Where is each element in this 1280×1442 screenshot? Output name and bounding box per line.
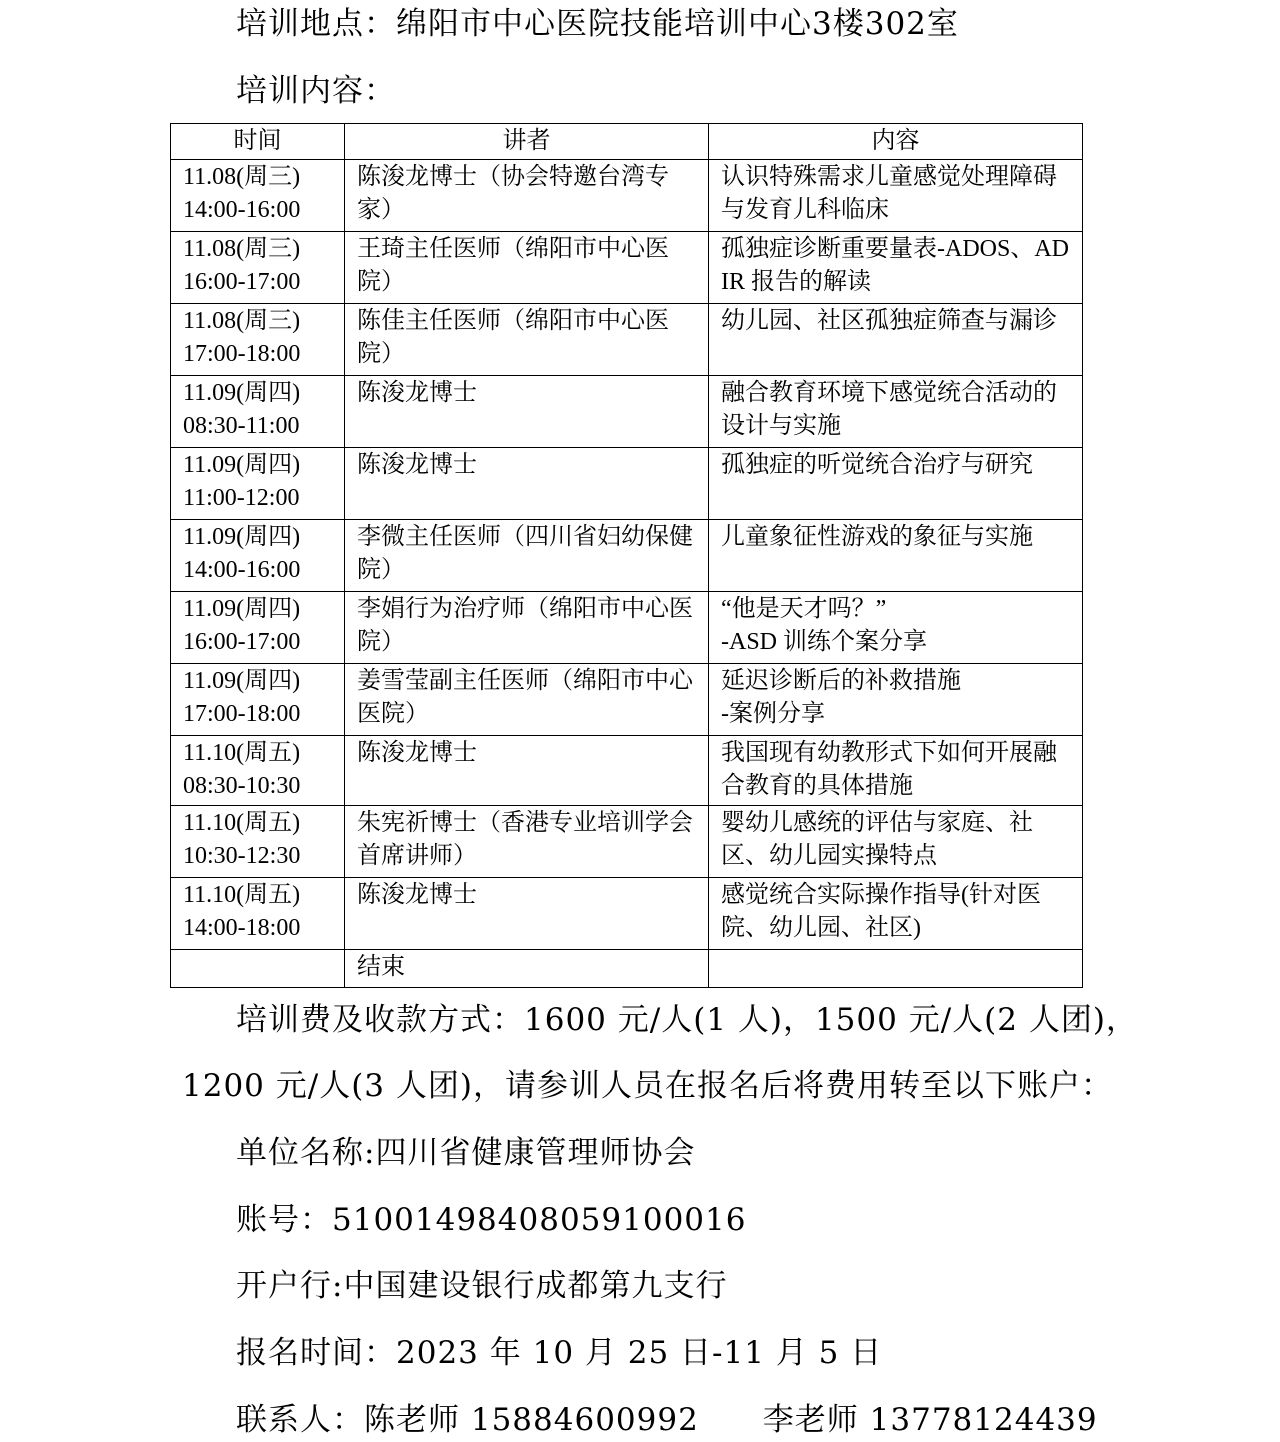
session-speaker: 陈浚龙博士 <box>345 448 709 520</box>
session-hours: 08:30-10:30 <box>183 773 301 799</box>
session-time <box>171 950 345 988</box>
session-speaker: 李娟行为治疗师（绵阳市中心医院） <box>345 592 709 664</box>
session-hours: 08:30-11:00 <box>183 413 300 439</box>
header-speaker: 讲者 <box>345 124 709 160</box>
table-row <box>171 304 1083 376</box>
session-speaker: 陈浚龙博士 <box>345 736 709 806</box>
session-topic: 融合教育环境下感觉统合活动的设计与实施 <box>709 376 1083 448</box>
account-number: 账号：51001498408059100016 <box>236 1202 747 1238</box>
schedule-table <box>170 123 1083 988</box>
table-header-row <box>171 124 1083 160</box>
session-date: 11.10(周五) <box>183 740 301 766</box>
session-time <box>171 304 345 376</box>
session-hours: 16:00-17:00 <box>183 269 301 295</box>
session-time <box>171 160 345 232</box>
session-hours: 10:30-12:30 <box>183 843 301 869</box>
table-row <box>171 520 1083 592</box>
session-date: 11.10(周五) <box>183 810 301 836</box>
fee-text-line1: 培训费及收款方式：1600 元/人(1 人)，1500 元/人(2 人团)， <box>236 1002 1138 1038</box>
session-speaker: 陈浚龙博士 <box>345 878 709 950</box>
contact-info: 联系人：陈老师 15884600992 李老师 13778124439 <box>236 1402 1098 1438</box>
session-topic: 孤独症诊断重要量表-ADOS、ADIR 报告的解读 <box>709 232 1083 304</box>
registration-period: 报名时间：2023 年 10 月 25 日-11 月 5 日 <box>236 1335 883 1371</box>
session-time <box>171 878 345 950</box>
session-topic: 感觉统合实际操作指导(针对医院、幼儿园、社区) <box>709 878 1083 950</box>
training-location: 培训地点：绵阳市中心医院技能培训中心3楼302室 <box>236 6 959 42</box>
session-hours: 14:00-16:00 <box>183 557 301 583</box>
session-time <box>171 736 345 806</box>
session-topic: 认识特殊需求儿童感觉处理障碍与发育儿科临床 <box>709 160 1083 232</box>
session-date: 11.08(周三) <box>183 308 301 334</box>
table-row <box>171 806 1083 878</box>
header-time: 时间 <box>171 124 345 160</box>
table-row <box>171 878 1083 950</box>
session-time <box>171 232 345 304</box>
session-speaker: 姜雪莹副主任医师（绵阳市中心医院） <box>345 664 709 736</box>
table-row <box>171 664 1083 736</box>
session-date: 11.08(周三) <box>183 236 301 262</box>
session-hours: 17:00-18:00 <box>183 341 301 367</box>
table-row <box>171 592 1083 664</box>
session-speaker: 陈浚龙博士（协会特邀台湾专家） <box>345 160 709 232</box>
bank-name: 开户行:中国建设银行成都第九支行 <box>236 1268 728 1304</box>
session-date: 11.09(周四) <box>183 524 301 550</box>
session-speaker: 结束 <box>345 950 709 988</box>
account-name: 单位名称:四川省健康管理师协会 <box>236 1135 696 1171</box>
topic-subtitle: -ASD 训练个案分享 <box>721 629 928 655</box>
table-row <box>171 736 1083 806</box>
session-date: 11.09(周四) <box>183 668 301 694</box>
session-date: 11.09(周四) <box>183 452 301 478</box>
topic-title: 延迟诊断后的补救措施 <box>721 668 961 694</box>
session-time <box>171 376 345 448</box>
session-hours: 16:00-17:00 <box>183 629 301 655</box>
session-time <box>171 806 345 878</box>
session-topic <box>709 950 1083 988</box>
table-row <box>171 950 1083 988</box>
session-topic <box>709 664 1083 736</box>
topic-title: “他是天才吗？” <box>721 596 887 622</box>
session-hours: 11:00-12:00 <box>183 485 300 511</box>
session-topic: 婴幼儿感统的评估与家庭、社区、幼儿园实操特点 <box>709 806 1083 878</box>
session-time <box>171 664 345 736</box>
session-speaker: 陈佳主任医师（绵阳市中心医院） <box>345 304 709 376</box>
session-speaker: 朱宪祈博士（香港专业培训学会首席讲师） <box>345 806 709 878</box>
session-time <box>171 448 345 520</box>
session-hours: 17:00-18:00 <box>183 701 301 727</box>
session-date: 11.08(周三) <box>183 164 301 190</box>
table-row <box>171 448 1083 520</box>
session-hours: 14:00-18:00 <box>183 915 301 941</box>
session-speaker: 李微主任医师（四川省妇幼保健院） <box>345 520 709 592</box>
training-content-heading: 培训内容： <box>236 73 396 109</box>
table-row <box>171 376 1083 448</box>
session-hours: 14:00-16:00 <box>183 197 301 223</box>
session-topic: 儿童象征性游戏的象征与实施 <box>709 520 1083 592</box>
session-speaker: 陈浚龙博士 <box>345 376 709 448</box>
header-content: 内容 <box>709 124 1083 160</box>
table-row <box>171 160 1083 232</box>
topic-subtitle: -案例分享 <box>721 701 825 727</box>
session-topic: 幼儿园、社区孤独症筛查与漏诊 <box>709 304 1083 376</box>
session-time <box>171 592 345 664</box>
session-time <box>171 520 345 592</box>
session-date: 11.09(周四) <box>183 596 301 622</box>
session-date: 11.10(周五) <box>183 882 301 908</box>
session-topic: 我国现有幼教形式下如何开展融合教育的具体措施 <box>709 736 1083 806</box>
table-row <box>171 232 1083 304</box>
session-topic <box>709 592 1083 664</box>
session-topic: 孤独症的听觉统合治疗与研究 <box>709 448 1083 520</box>
session-speaker: 王琦主任医师（绵阳市中心医院） <box>345 232 709 304</box>
fee-text-line2: 1200 元/人(3 人团)，请参训人员在报名后将费用转至以下账户： <box>182 1068 1113 1104</box>
session-date: 11.09(周四) <box>183 380 301 406</box>
